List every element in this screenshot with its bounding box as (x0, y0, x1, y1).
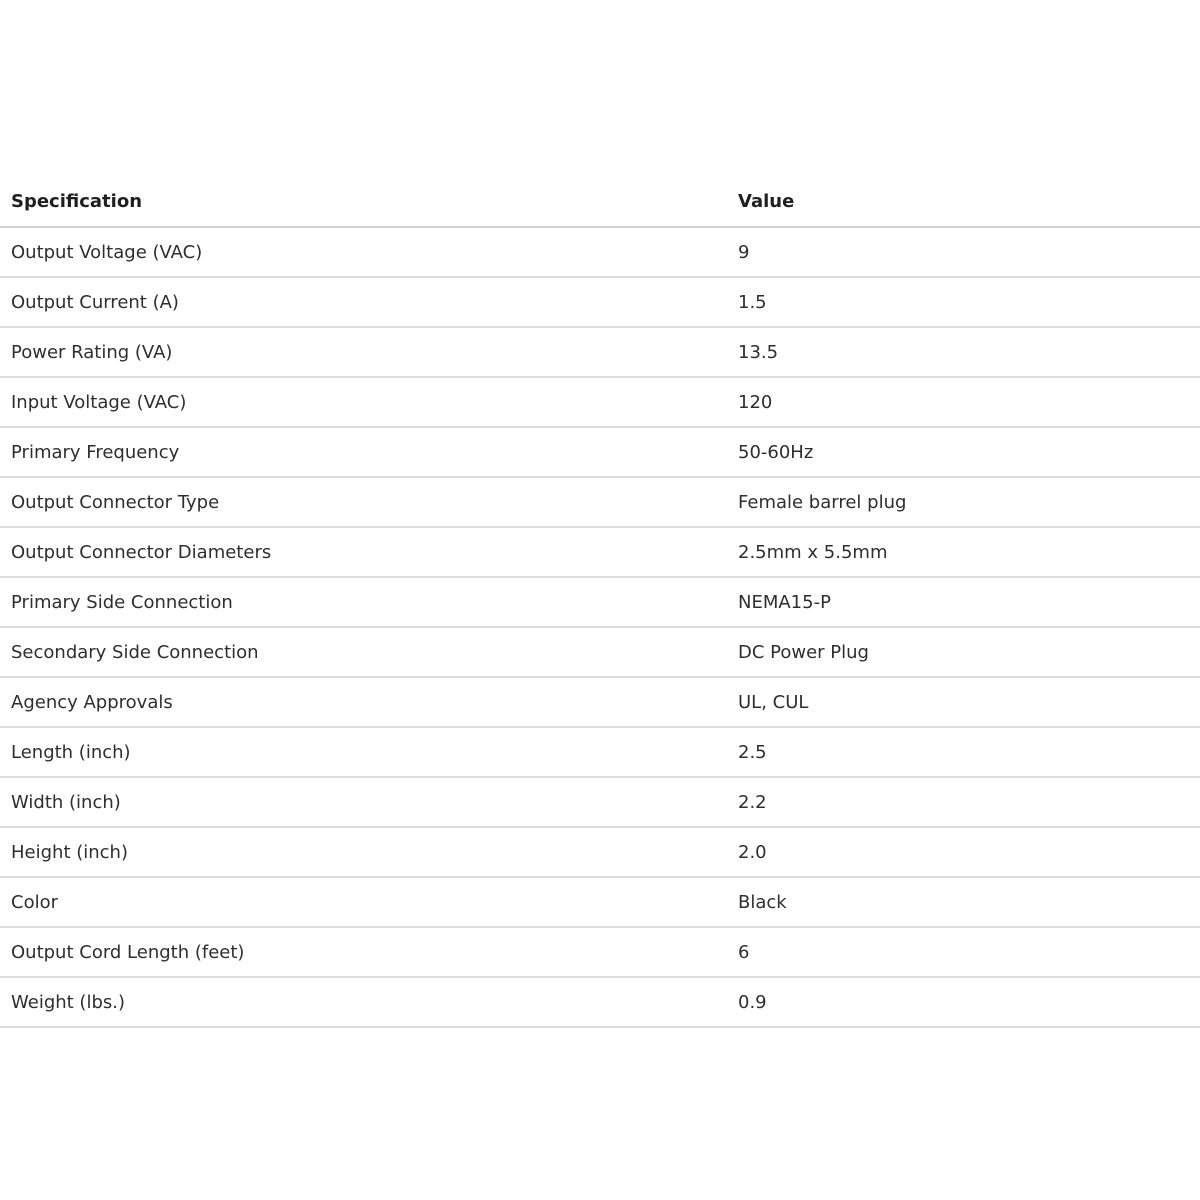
spec-name: Secondary Side Connection (0, 627, 727, 677)
spec-value: UL, CUL (727, 677, 1200, 727)
spec-value: 2.5 (727, 727, 1200, 777)
spec-name: Primary Frequency (0, 427, 727, 477)
table-row (0, 777, 1200, 827)
spec-value: 0.9 (727, 977, 1200, 1027)
table-row (0, 627, 1200, 677)
header-specification: Specification (0, 176, 727, 227)
spec-value: DC Power Plug (727, 627, 1200, 677)
spec-name: Input Voltage (VAC) (0, 377, 727, 427)
spec-value: Female barrel plug (727, 477, 1200, 527)
spec-name: Width (inch) (0, 777, 727, 827)
specification-table (0, 176, 1200, 1028)
table-row (0, 477, 1200, 527)
table-row (0, 277, 1200, 327)
spec-value: 50-60Hz (727, 427, 1200, 477)
header-row (0, 176, 1200, 227)
table-row (0, 977, 1200, 1027)
table-header (0, 176, 1200, 227)
table-row (0, 677, 1200, 727)
spec-name: Agency Approvals (0, 677, 727, 727)
spec-name: Weight (lbs.) (0, 977, 727, 1027)
spec-name: Output Connector Type (0, 477, 727, 527)
spec-value: NEMA15-P (727, 577, 1200, 627)
table-row (0, 527, 1200, 577)
spec-value: 2.0 (727, 827, 1200, 877)
header-value: Value (727, 176, 1200, 227)
table-row (0, 727, 1200, 777)
spec-name: Output Current (A) (0, 277, 727, 327)
spec-value: 2.5mm x 5.5mm (727, 527, 1200, 577)
table-row (0, 327, 1200, 377)
table-row (0, 577, 1200, 627)
spec-name: Primary Side Connection (0, 577, 727, 627)
spec-name: Power Rating (VA) (0, 327, 727, 377)
spec-name: Output Connector Diameters (0, 527, 727, 577)
spec-name: Height (inch) (0, 827, 727, 877)
spec-name: Color (0, 877, 727, 927)
spec-value: 13.5 (727, 327, 1200, 377)
spec-name: Length (inch) (0, 727, 727, 777)
table-body (0, 227, 1200, 1027)
table-row (0, 377, 1200, 427)
spec-value: 2.2 (727, 777, 1200, 827)
spec-value: Black (727, 877, 1200, 927)
spec-value: 9 (727, 227, 1200, 277)
spec-value: 1.5 (727, 277, 1200, 327)
spec-name: Output Voltage (VAC) (0, 227, 727, 277)
table-row (0, 877, 1200, 927)
spec-value: 120 (727, 377, 1200, 427)
spec-value: 6 (727, 927, 1200, 977)
table-row (0, 827, 1200, 877)
table-row (0, 227, 1200, 277)
table-row (0, 927, 1200, 977)
table-row (0, 427, 1200, 477)
spec-name: Output Cord Length (feet) (0, 927, 727, 977)
